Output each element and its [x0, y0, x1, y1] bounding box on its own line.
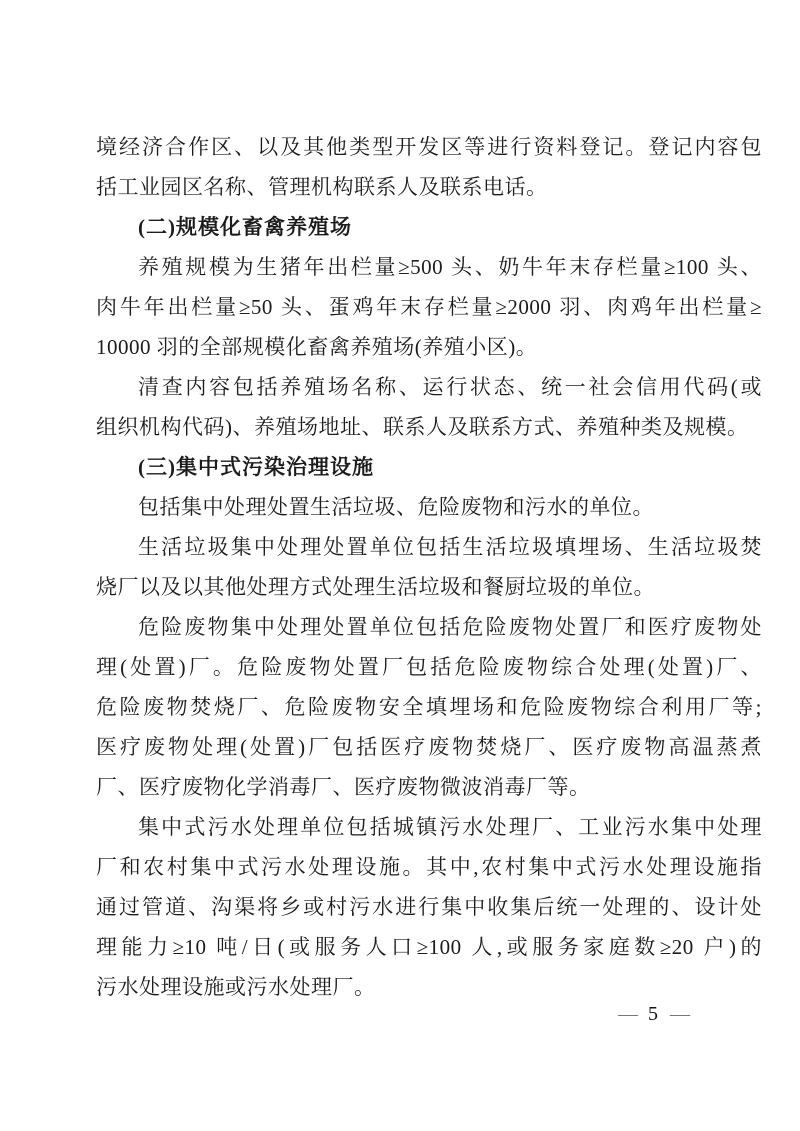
text-line: 括工业园区名称、管理机构联系人及联系电话。: [96, 175, 548, 199]
text-line: 组织机构代码)、养殖场地址、联系人及联系方式、养殖种类及规模。: [96, 415, 749, 439]
text-line: 危险废物集中处理处置单位包括危险废物处置厂和医疗废物处: [138, 615, 762, 639]
text-line: 集中式污水处理单位包括城镇污水处理厂、工业污水集中处理: [138, 815, 762, 839]
text-line: 肉牛年出栏量≥50 头、蛋鸡年末存栏量≥2000 羽、肉鸡年出栏量≥: [96, 295, 762, 319]
document-text-block: [96, 127, 762, 1007]
text-line: 厂和农村集中式污水处理设施。其中,农村集中式污水处理设施指: [96, 855, 762, 879]
text-line: 通过管道、沟渠将乡或村污水进行集中收集后统一处理的、设计处: [96, 895, 762, 919]
text-line: 清查内容包括养殖场名称、运行状态、统一社会信用代码(或: [138, 375, 762, 399]
text-line: 危险废物焚烧厂、危险废物安全填埋场和危险废物综合利用厂等;: [96, 695, 762, 719]
text-line: 境经济合作区、以及其他类型开发区等进行资料登记。登记内容包: [96, 135, 762, 159]
page-number-dash-right: —: [670, 1003, 690, 1025]
text-line: 烧厂以及以其他处理方式处理生活垃圾和餐厨垃圾的单位。: [96, 575, 655, 599]
text-line: 污水处理设施或污水处理厂。: [96, 975, 376, 999]
page-number: [608, 1000, 700, 1028]
section-heading-2: (二)规模化畜禽养殖场: [138, 215, 352, 239]
text-line: 生活垃圾集中处理处置单位包括生活垃圾填埋场、生活垃圾焚: [138, 535, 762, 559]
page-number-dash-left: —: [618, 1003, 638, 1025]
text-line: 10000 羽的全部规模化畜禽养殖场(养殖小区)。: [96, 335, 538, 359]
text-line: 医疗废物处理(处置)厂包括医疗废物焚烧厂、医疗废物高温蒸煮: [96, 735, 762, 759]
page-number-value: 5: [648, 1003, 660, 1025]
text-line: 包括集中处理处置生活垃圾、危险废物和污水的单位。: [138, 495, 654, 519]
section-heading-3: (三)集中式污染治理设施: [138, 455, 374, 479]
text-line: 厂、医疗废物化学消毒厂、医疗废物微波消毒厂等。: [96, 775, 591, 799]
text-line: 养殖规模为生猪年出栏量≥500 头、奶牛年末存栏量≥100 头、: [138, 255, 762, 279]
text-line: 理能力≥10 吨/日(或服务人口≥100 人,或服务家庭数≥20 户)的: [96, 935, 762, 959]
text-line: 理(处置)厂。危险废物处置厂包括危险废物综合处理(处置)厂、: [96, 655, 762, 679]
